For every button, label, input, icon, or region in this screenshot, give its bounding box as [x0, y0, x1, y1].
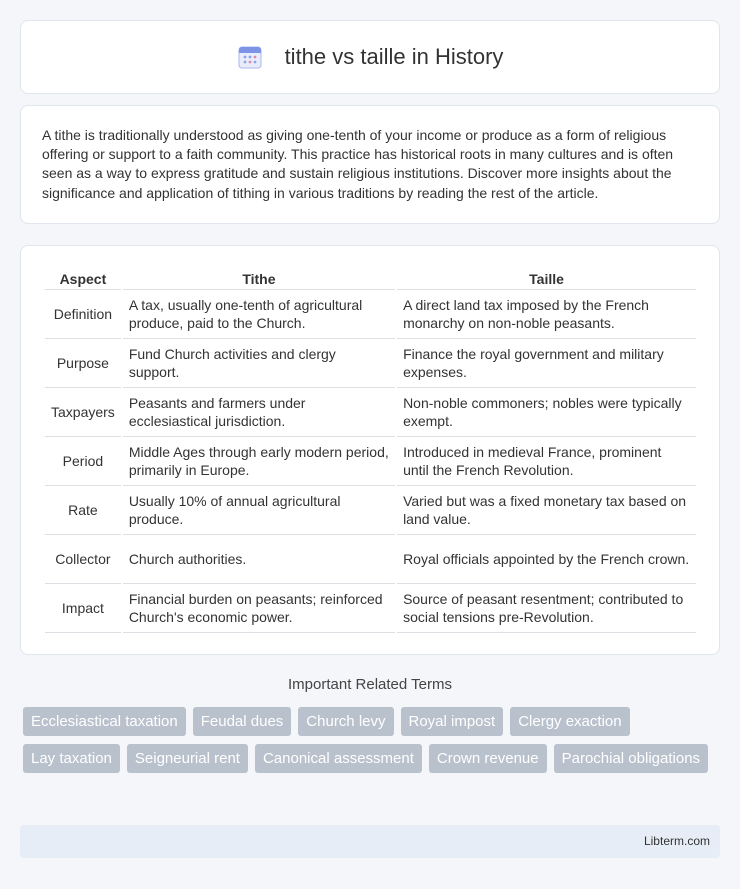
- related-term-tag[interactable]: Seigneurial rent: [127, 744, 248, 773]
- taille-cell: Royal officials appointed by the French crown.: [397, 537, 696, 584]
- related-term-tag[interactable]: Clergy exaction: [510, 707, 629, 736]
- intro-paragraph: A tithe is traditionally understood as giving one-tenth of your income or produce as a form of religious offering or support to a faith community. This practice has historical roots in many cultures and is often seen as a way to express gratitude and sustain religious institutions. Discover more insights about the significance and application of tithing in various traditions by reading the rest of the article.: [42, 127, 674, 201]
- related-term-tag[interactable]: Church levy: [298, 707, 393, 736]
- table-row: [45, 586, 696, 633]
- footer-site-link[interactable]: Libterm.com: [643, 834, 710, 848]
- taille-cell: Non-noble commoners; nobles were typically exempt.: [397, 390, 696, 437]
- tithe-cell: Middle Ages through early modern period, primarily in Europe.: [123, 439, 395, 486]
- tithe-cell: Financial burden on peasants; reinforced Church's economic power.: [123, 586, 395, 633]
- tithe-cell: Fund Church activities and clergy support.: [123, 341, 395, 388]
- tithe-cell: Usually 10% of annual agricultural produce.: [123, 488, 395, 535]
- taille-cell: Introduced in medieval France, prominent until the French Revolution.: [397, 439, 696, 486]
- comparison-table: [43, 266, 698, 635]
- comparison-card: [20, 245, 720, 655]
- related-term-tag[interactable]: Parochial obligations: [554, 744, 708, 773]
- related-terms-list: [23, 707, 723, 773]
- related-term-tag[interactable]: Royal impost: [401, 707, 504, 736]
- intro-card: [20, 105, 720, 224]
- taille-cell: A direct land tax imposed by the French monarchy on non-noble peasants.: [397, 292, 696, 339]
- header-tithe: Tithe: [123, 268, 395, 290]
- header-aspect: Aspect: [45, 268, 121, 290]
- table-header-row: [45, 268, 696, 290]
- tithe-cell: Church authorities.: [123, 537, 395, 584]
- tithe-cell: Peasants and farmers under ecclesiastical jurisdiction.: [123, 390, 395, 437]
- aspect-cell: Taxpayers: [45, 390, 121, 437]
- calendar-icon: [237, 44, 263, 70]
- table-row: [45, 439, 696, 486]
- related-term-tag[interactable]: Ecclesiastical taxation: [23, 707, 186, 736]
- aspect-cell: Rate: [45, 488, 121, 535]
- header-taille: Taille: [397, 268, 696, 290]
- aspect-cell: Definition: [45, 292, 121, 339]
- table-row: [45, 341, 696, 388]
- table-row: [45, 390, 696, 437]
- page-title: tithe vs taille in History: [284, 44, 504, 69]
- table-row: [45, 292, 696, 339]
- table-row: [45, 488, 696, 535]
- aspect-cell: Period: [45, 439, 121, 486]
- related-term-tag[interactable]: Canonical assessment: [255, 744, 422, 773]
- related-term-tag[interactable]: Feudal dues: [193, 707, 292, 736]
- taille-cell: Varied but was a fixed monetary tax based on land value.: [397, 488, 696, 535]
- table-row: [45, 537, 696, 584]
- footer: [20, 825, 720, 858]
- related-term-tag[interactable]: Lay taxation: [23, 744, 120, 773]
- related-terms-title: Important Related Terms: [288, 676, 452, 693]
- header-card: [20, 20, 720, 94]
- taille-cell: Source of peasant resentment; contributed to social tensions pre-Revolution.: [397, 586, 696, 633]
- taille-cell: Finance the royal government and military expenses.: [397, 341, 696, 388]
- aspect-cell: Collector: [45, 537, 121, 584]
- aspect-cell: Impact: [45, 586, 121, 633]
- related-term-tag[interactable]: Crown revenue: [429, 744, 547, 773]
- tithe-cell: A tax, usually one-tenth of agricultural produce, paid to the Church.: [123, 292, 395, 339]
- header: [237, 44, 504, 70]
- aspect-cell: Purpose: [45, 341, 121, 388]
